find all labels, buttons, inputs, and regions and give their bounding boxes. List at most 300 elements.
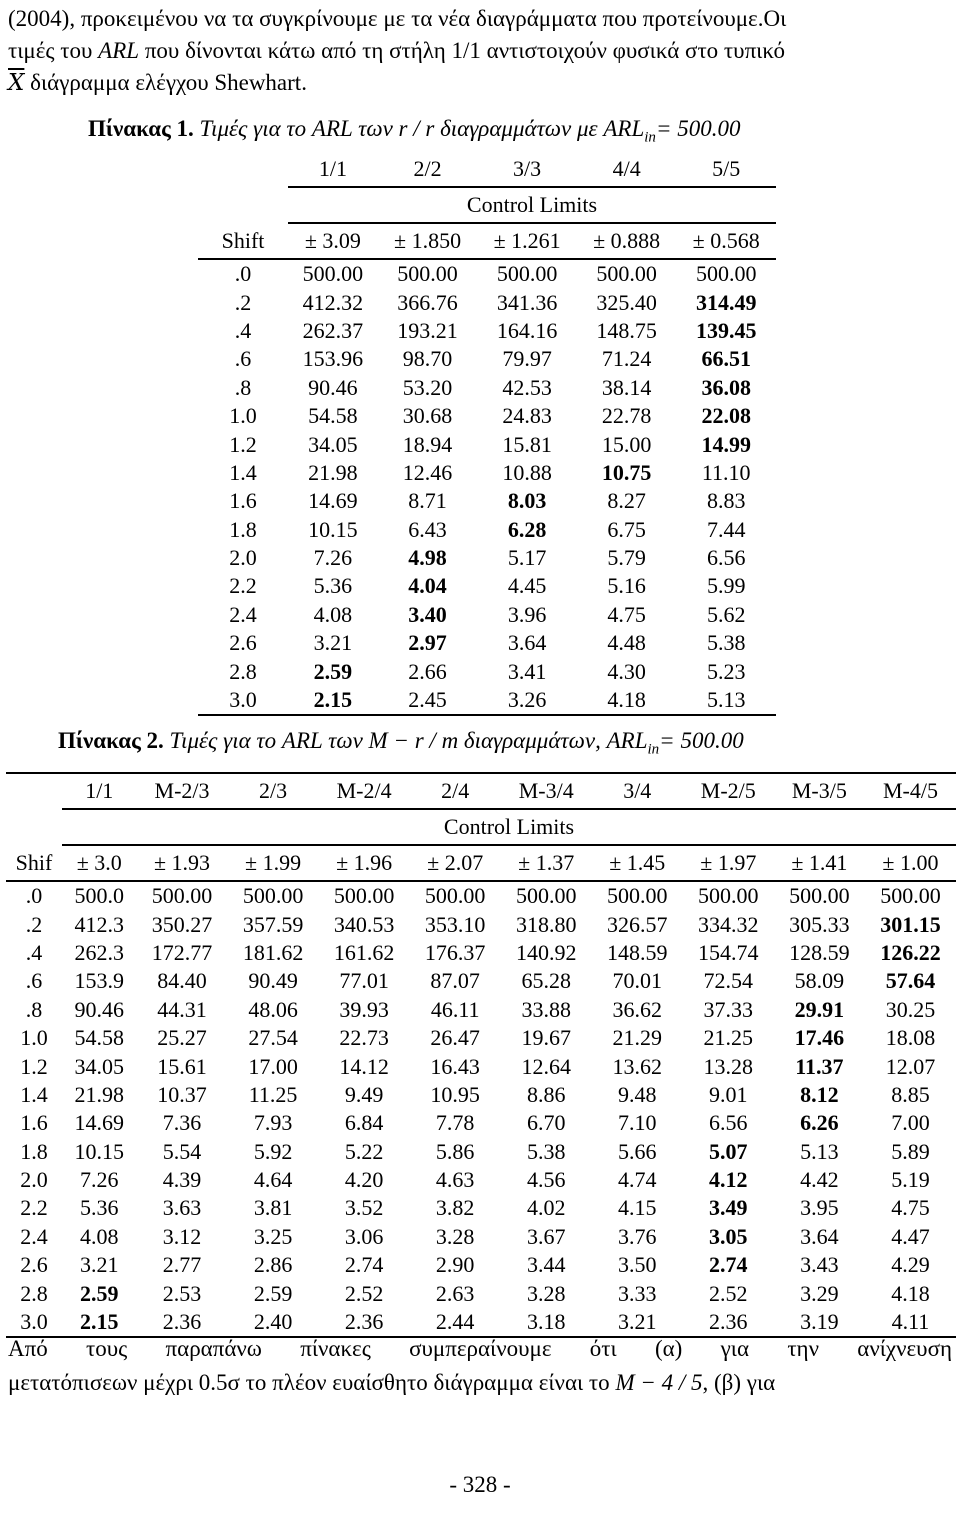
value-cell: 500.00	[151, 883, 213, 909]
value-cell: 71.24	[601, 346, 652, 372]
value-cell: 22.78	[601, 403, 652, 429]
shift-cell: .4	[234, 317, 252, 343]
table-row	[198, 657, 776, 685]
value-cell: 87.07	[430, 968, 480, 994]
value-cell: 2.44	[410, 1308, 501, 1337]
value-cell: 12.46	[402, 459, 453, 485]
value-cell: 72.54	[703, 968, 754, 994]
column-header-row	[198, 152, 776, 187]
table-row	[198, 259, 776, 288]
value-cell: 6.28	[507, 516, 547, 542]
limit-cell: ± 1.97	[683, 845, 774, 881]
value-cell: 30.25	[885, 996, 936, 1022]
conclusion-line-1: Από τους παραπάνω πίνακες συμπεραίνουμε ότι (α) για την ανίχνευση	[8, 1336, 952, 1361]
value-cell: 305.33	[789, 911, 850, 937]
value-cell: 90.46	[308, 374, 358, 400]
shift-cell: 2.8	[20, 1280, 48, 1306]
value-cell: 6.56	[709, 1110, 748, 1136]
column-header: 3/4	[592, 773, 683, 809]
value-cell: 3.52	[344, 1195, 384, 1221]
value-cell: 340.53	[333, 911, 395, 937]
table-row	[6, 1194, 956, 1222]
table2-caption-sub: in	[647, 741, 660, 758]
value-cell: 3.06	[344, 1223, 384, 1249]
table2-caption-text: Τιμές για το ARL των M − r / m διαγραμμάτων, ARL	[163, 728, 648, 753]
value-cell: 262.37	[302, 317, 364, 343]
value-cell: 4.42	[800, 1167, 839, 1193]
value-cell: 5.36	[80, 1195, 119, 1221]
value-cell: 181.62	[242, 939, 304, 965]
table-row	[6, 881, 956, 910]
value-cell: 5.38	[706, 630, 746, 656]
value-cell: 5.89	[891, 1138, 930, 1164]
table-row	[6, 1166, 956, 1194]
value-cell: 36.62	[612, 996, 662, 1022]
shift-cell: 2.6	[20, 1252, 48, 1278]
value-cell: 4.08	[80, 1223, 119, 1249]
shift-cell: .6	[25, 968, 43, 994]
value-cell: 66.51	[701, 346, 751, 372]
column-header: 1/1	[288, 152, 378, 187]
value-cell: 3.18	[501, 1308, 592, 1337]
column-header: 2/4	[410, 773, 501, 809]
value-cell: 33.88	[521, 996, 571, 1022]
value-cell: 176.37	[424, 939, 486, 965]
value-cell: 3.29	[800, 1280, 839, 1306]
value-cell: 3.64	[800, 1223, 839, 1249]
column-header: M-4/5	[865, 773, 956, 809]
value-cell: 14.12	[339, 1053, 389, 1079]
value-cell: 3.63	[162, 1195, 202, 1221]
value-cell: 58.09	[794, 968, 845, 994]
table-row	[6, 1223, 956, 1251]
table-row	[6, 910, 956, 938]
value-cell: 48.06	[248, 996, 298, 1022]
value-cell: 5.16	[607, 573, 646, 599]
column-header: 3/3	[477, 152, 577, 187]
value-cell: 4.98	[408, 545, 447, 571]
value-cell: 21.25	[703, 1025, 754, 1051]
shift-cell: .0	[234, 261, 252, 287]
value-cell: 500.00	[397, 261, 458, 287]
table-row	[6, 967, 956, 995]
value-cell: 54.58	[308, 403, 358, 429]
value-cell: 36.08	[701, 374, 751, 400]
column-header: 2/2	[378, 152, 478, 187]
column-header: 1/1	[62, 773, 137, 809]
value-cell: 12.07	[885, 1053, 936, 1079]
value-cell: 3.95	[800, 1195, 839, 1221]
value-cell: 13.28	[703, 1053, 754, 1079]
page-number: - 328 -	[449, 1472, 511, 1497]
value-cell: 4.11	[865, 1308, 956, 1337]
shift-cell: 2.4	[229, 601, 257, 627]
value-cell: 4.45	[507, 573, 547, 599]
value-cell: 53.20	[402, 374, 453, 400]
value-cell: 26.47	[430, 1025, 480, 1051]
value-cell: 5.66	[618, 1138, 657, 1164]
value-cell: 8.12	[800, 1081, 839, 1107]
value-cell: 2.59	[253, 1280, 293, 1306]
value-cell: 2.59	[313, 658, 353, 684]
value-cell: 3.50	[618, 1252, 657, 1278]
table-row	[6, 1109, 956, 1137]
value-cell: 9.01	[709, 1081, 748, 1107]
intro-text-end: διάγραμμα ελέγχου Shewhart.	[24, 70, 307, 95]
value-cell: 153.9	[74, 968, 124, 994]
value-cell: 5.54	[162, 1138, 202, 1164]
value-cell: 46.11	[430, 996, 480, 1022]
value-cell: 126.22	[880, 939, 941, 965]
value-cell: 30.68	[402, 403, 453, 429]
table-row	[198, 487, 776, 515]
value-cell: 4.63	[435, 1167, 475, 1193]
value-cell: 18.94	[402, 431, 453, 457]
value-cell: 2.36	[319, 1308, 410, 1337]
value-cell: 4.20	[344, 1167, 384, 1193]
value-cell: 5.23	[706, 658, 746, 684]
value-cell: 15.00	[601, 431, 652, 457]
table-row	[198, 345, 776, 373]
table2	[6, 772, 956, 1338]
value-cell: 11.37	[795, 1053, 844, 1079]
value-cell: 9.49	[344, 1081, 384, 1107]
shift-cell: 2.0	[20, 1167, 48, 1193]
table-row	[6, 1251, 956, 1279]
value-cell: 2.63	[435, 1280, 475, 1306]
value-cell: 161.62	[333, 939, 395, 965]
value-cell: 14.69	[308, 488, 358, 514]
value-cell: 5.13	[800, 1138, 839, 1164]
value-cell: 3.43	[800, 1252, 839, 1278]
value-cell: 5.62	[706, 601, 746, 627]
limits-row	[198, 223, 776, 259]
value-cell: 90.46	[74, 996, 124, 1022]
value-cell: 4.47	[891, 1223, 930, 1249]
shift-cell: 3.0	[6, 1308, 62, 1337]
value-cell: 10.15	[308, 516, 358, 542]
value-cell: 6.43	[408, 516, 447, 542]
value-cell: 2.97	[408, 630, 447, 656]
value-cell: 5.99	[706, 573, 746, 599]
value-cell: 3.25	[253, 1223, 293, 1249]
value-cell: 500.00	[695, 261, 757, 287]
shift-cell: 1.4	[20, 1081, 48, 1107]
value-cell: 8.83	[706, 488, 746, 514]
value-cell: 4.64	[253, 1167, 293, 1193]
value-cell: 7.78	[435, 1110, 475, 1136]
value-cell: 5.13	[676, 686, 776, 715]
limit-cell: ± 0.888	[577, 223, 677, 259]
column-header: 4/4	[577, 152, 677, 187]
value-cell: 3.21	[80, 1252, 119, 1278]
table1-body	[198, 152, 776, 715]
value-cell: 4.75	[891, 1195, 930, 1221]
table-row	[6, 996, 956, 1024]
table-row	[198, 516, 776, 544]
value-cell: 262.3	[74, 939, 124, 965]
value-cell: 6.26	[800, 1110, 839, 1136]
value-cell: 500.00	[698, 883, 759, 909]
value-cell: 3.81	[253, 1195, 293, 1221]
value-cell: 153.96	[302, 346, 364, 372]
value-cell: 27.54	[248, 1025, 298, 1051]
limit-cell: ± 1.850	[378, 223, 478, 259]
value-cell: 22.08	[701, 403, 751, 429]
value-cell: 357.59	[242, 911, 304, 937]
value-cell: 3.21	[313, 630, 353, 656]
value-cell: 3.67	[526, 1223, 566, 1249]
shift-header: Shift	[198, 223, 288, 259]
shift-cell: 1.6	[229, 488, 257, 514]
table1	[198, 152, 776, 716]
value-cell: 5.17	[507, 545, 547, 571]
value-cell: 39.93	[339, 996, 389, 1022]
value-cell: 500.00	[880, 883, 941, 909]
value-cell: 11.10	[701, 459, 751, 485]
m-formula: M − 4 / 5	[615, 1370, 703, 1395]
value-cell: 22.73	[339, 1025, 389, 1051]
value-cell: 15.81	[502, 431, 552, 457]
table-row	[6, 1138, 956, 1166]
value-cell: 57.64	[885, 968, 936, 994]
value-cell: 5.92	[253, 1138, 293, 1164]
value-cell: 34.05	[74, 1053, 124, 1079]
conclusion-line-2	[8, 1370, 952, 1396]
value-cell: 7.36	[162, 1110, 202, 1136]
value-cell: 17.46	[794, 1025, 845, 1051]
value-cell: 500.00	[333, 883, 395, 909]
value-cell: 5.38	[526, 1138, 566, 1164]
value-cell: 148.75	[596, 317, 657, 343]
table-row	[6, 1081, 956, 1109]
value-cell: 5.07	[709, 1138, 748, 1164]
value-cell: 3.05	[709, 1223, 748, 1249]
corner-cell	[6, 773, 62, 809]
shift-cell: 1.8	[20, 1138, 48, 1164]
value-cell: 3.76	[618, 1223, 657, 1249]
value-cell: 13.62	[612, 1053, 662, 1079]
value-cell: 3.82	[435, 1195, 475, 1221]
column-header: 2/3	[228, 773, 319, 809]
value-cell: 500.00	[789, 883, 850, 909]
table-row	[198, 629, 776, 657]
value-cell: 2.90	[435, 1252, 475, 1278]
shift-cell: 3.0	[198, 686, 288, 715]
limit-cell: ± 1.45	[592, 845, 683, 881]
value-cell: 6.84	[344, 1110, 384, 1136]
column-header: M-2/4	[319, 773, 410, 809]
intro-text: τιμές του	[8, 38, 99, 63]
table2-caption-end: = 500.00	[659, 728, 744, 753]
column-header: M-2/3	[137, 773, 228, 809]
value-cell: 500.00	[242, 883, 304, 909]
value-cell: 2.66	[408, 658, 447, 684]
shift-cell: .2	[25, 911, 43, 937]
value-cell: 2.36	[137, 1308, 228, 1337]
table-row	[198, 317, 776, 345]
value-cell: 90.49	[248, 968, 298, 994]
value-cell: 3.26	[477, 686, 577, 715]
value-cell: 7.00	[891, 1110, 930, 1136]
value-cell: 14.99	[701, 431, 751, 457]
value-cell: 19.67	[521, 1025, 571, 1051]
value-cell: 18.08	[885, 1025, 936, 1051]
value-cell: 7.26	[313, 545, 353, 571]
value-cell: 4.75	[607, 601, 646, 627]
value-cell: 10.75	[601, 459, 652, 485]
value-cell: 172.77	[151, 939, 213, 965]
table-row	[198, 572, 776, 600]
value-cell: 500.0	[74, 883, 124, 909]
value-cell: 2.15	[288, 686, 378, 715]
value-cell: 37.33	[703, 996, 754, 1022]
value-cell: 412.32	[302, 289, 364, 315]
value-cell: 3.12	[162, 1223, 202, 1249]
value-cell: 10.88	[502, 459, 552, 485]
value-cell: 2.15	[62, 1308, 137, 1337]
shift-header: Shif	[6, 845, 62, 881]
value-cell: 318.80	[515, 911, 577, 937]
value-cell: 7.93	[253, 1110, 293, 1136]
value-cell: 3.64	[507, 630, 547, 656]
value-cell: 3.19	[774, 1308, 865, 1337]
table-row	[198, 430, 776, 458]
shift-cell: 2.2	[229, 573, 257, 599]
shift-cell: 2.2	[20, 1195, 48, 1221]
value-cell: 2.74	[344, 1252, 384, 1278]
value-cell: 84.40	[157, 968, 207, 994]
value-cell: 2.52	[709, 1280, 748, 1306]
value-cell: 6.75	[607, 516, 646, 542]
corner-cell	[198, 187, 288, 223]
value-cell: 3.44	[526, 1252, 566, 1278]
value-cell: 4.04	[408, 573, 447, 599]
value-cell: 21.98	[74, 1081, 124, 1107]
value-cell: 3.33	[618, 1280, 657, 1306]
shift-cell: 1.4	[229, 459, 257, 485]
intro-line-2	[8, 38, 785, 64]
table1-caption-end: = 500.00	[655, 116, 741, 141]
value-cell: 341.36	[496, 289, 558, 315]
value-cell: 3.49	[709, 1195, 748, 1221]
value-cell: 98.70	[402, 346, 453, 372]
table1-caption-label: Πίνακας 1.	[88, 116, 194, 141]
limit-cell: ± 1.00	[865, 845, 956, 881]
value-cell: 4.30	[607, 658, 646, 684]
arl-symbol: ARL	[98, 38, 140, 63]
corner-cell	[6, 809, 62, 845]
limit-cell: ± 1.261	[477, 223, 577, 259]
value-cell: 8.27	[607, 488, 646, 514]
value-cell: 4.29	[891, 1252, 930, 1278]
value-cell: 15.61	[157, 1053, 207, 1079]
intro-line-1: (2004), προκειμένου να τα συγκρίνουμε με τα νέα διαγράμματα που προτείνουμε.Οι	[8, 6, 787, 31]
value-cell: 412.3	[74, 911, 124, 937]
value-cell: 5.22	[344, 1138, 384, 1164]
limit-cell: ± 2.07	[410, 845, 501, 881]
value-cell: 353.10	[424, 911, 486, 937]
value-cell: 9.48	[618, 1081, 657, 1107]
corner-cell	[198, 152, 288, 187]
value-cell: 6.56	[706, 545, 746, 571]
column-header: M-3/4	[501, 773, 592, 809]
value-cell: 4.12	[709, 1167, 748, 1193]
table-row	[198, 686, 776, 715]
intro-text-cont: που δίνονται κάτω από τη στήλη 1/1 αντιστοιχούν φυσικά στο τυπικό	[139, 38, 785, 63]
shift-cell: .4	[25, 939, 43, 965]
shift-cell: 1.2	[20, 1053, 48, 1079]
control-limits-header: Control Limits	[288, 187, 776, 223]
value-cell: 24.83	[502, 403, 552, 429]
value-cell: 148.59	[607, 939, 668, 965]
value-cell: 8.86	[526, 1081, 566, 1107]
value-cell: 79.97	[502, 346, 552, 372]
table1-caption-text: Τιμές για το ARL των r / r διαγραμμάτων με ARL	[193, 116, 645, 141]
value-cell: 128.59	[789, 939, 850, 965]
limit-cell: ± 3.0	[62, 845, 137, 881]
value-cell: 500.00	[424, 883, 486, 909]
value-cell: 3.28	[526, 1280, 566, 1306]
control-limits-header: Control Limits	[62, 809, 956, 845]
value-cell: 164.16	[496, 317, 558, 343]
limits-row	[6, 845, 956, 881]
value-cell: 5.36	[313, 573, 353, 599]
shift-cell: .0	[25, 883, 43, 909]
group-header-row	[6, 809, 956, 845]
value-cell: 5.19	[891, 1167, 930, 1193]
value-cell: 34.05	[308, 431, 358, 457]
value-cell: 140.92	[515, 939, 577, 965]
value-cell: 4.56	[526, 1167, 566, 1193]
value-cell: 14.69	[74, 1110, 124, 1136]
table-row	[198, 402, 776, 430]
column-header: M-2/5	[683, 773, 774, 809]
value-cell: 42.53	[502, 374, 552, 400]
limit-cell: ± 1.41	[774, 845, 865, 881]
value-cell: 10.37	[157, 1081, 207, 1107]
table2-caption	[58, 728, 744, 759]
value-cell: 2.45	[378, 686, 478, 715]
shift-cell: 2.4	[20, 1223, 48, 1249]
value-cell: 65.28	[521, 968, 571, 994]
value-cell: 5.86	[435, 1138, 475, 1164]
value-cell: 10.95	[430, 1081, 480, 1107]
value-cell: 4.15	[618, 1195, 657, 1221]
value-cell: 4.18	[577, 686, 677, 715]
limit-cell: ± 1.96	[319, 845, 410, 881]
value-cell: 7.44	[706, 516, 746, 542]
shift-cell: 2.6	[229, 630, 257, 656]
value-cell: 325.40	[596, 289, 657, 315]
table-row	[6, 1308, 956, 1337]
value-cell: 366.76	[397, 289, 458, 315]
value-cell: 10.15	[74, 1138, 124, 1164]
shift-cell: 1.8	[229, 516, 257, 542]
limit-cell: ± 1.99	[228, 845, 319, 881]
value-cell: 4.74	[618, 1167, 657, 1193]
conclusion-text: μετατόπισεων μέχρι 0.5σ το πλέον ευαίσθητο διάγραμμα είναι το	[8, 1370, 616, 1395]
value-cell: 5.79	[607, 545, 646, 571]
value-cell: 70.01	[612, 968, 662, 994]
column-header: M-3/5	[774, 773, 865, 809]
value-cell: 8.03	[507, 488, 547, 514]
value-cell: 7.10	[618, 1110, 657, 1136]
value-cell: 44.31	[157, 996, 207, 1022]
value-cell: 77.01	[339, 968, 389, 994]
table1-caption-sub: in	[644, 129, 656, 146]
table-row	[198, 459, 776, 487]
